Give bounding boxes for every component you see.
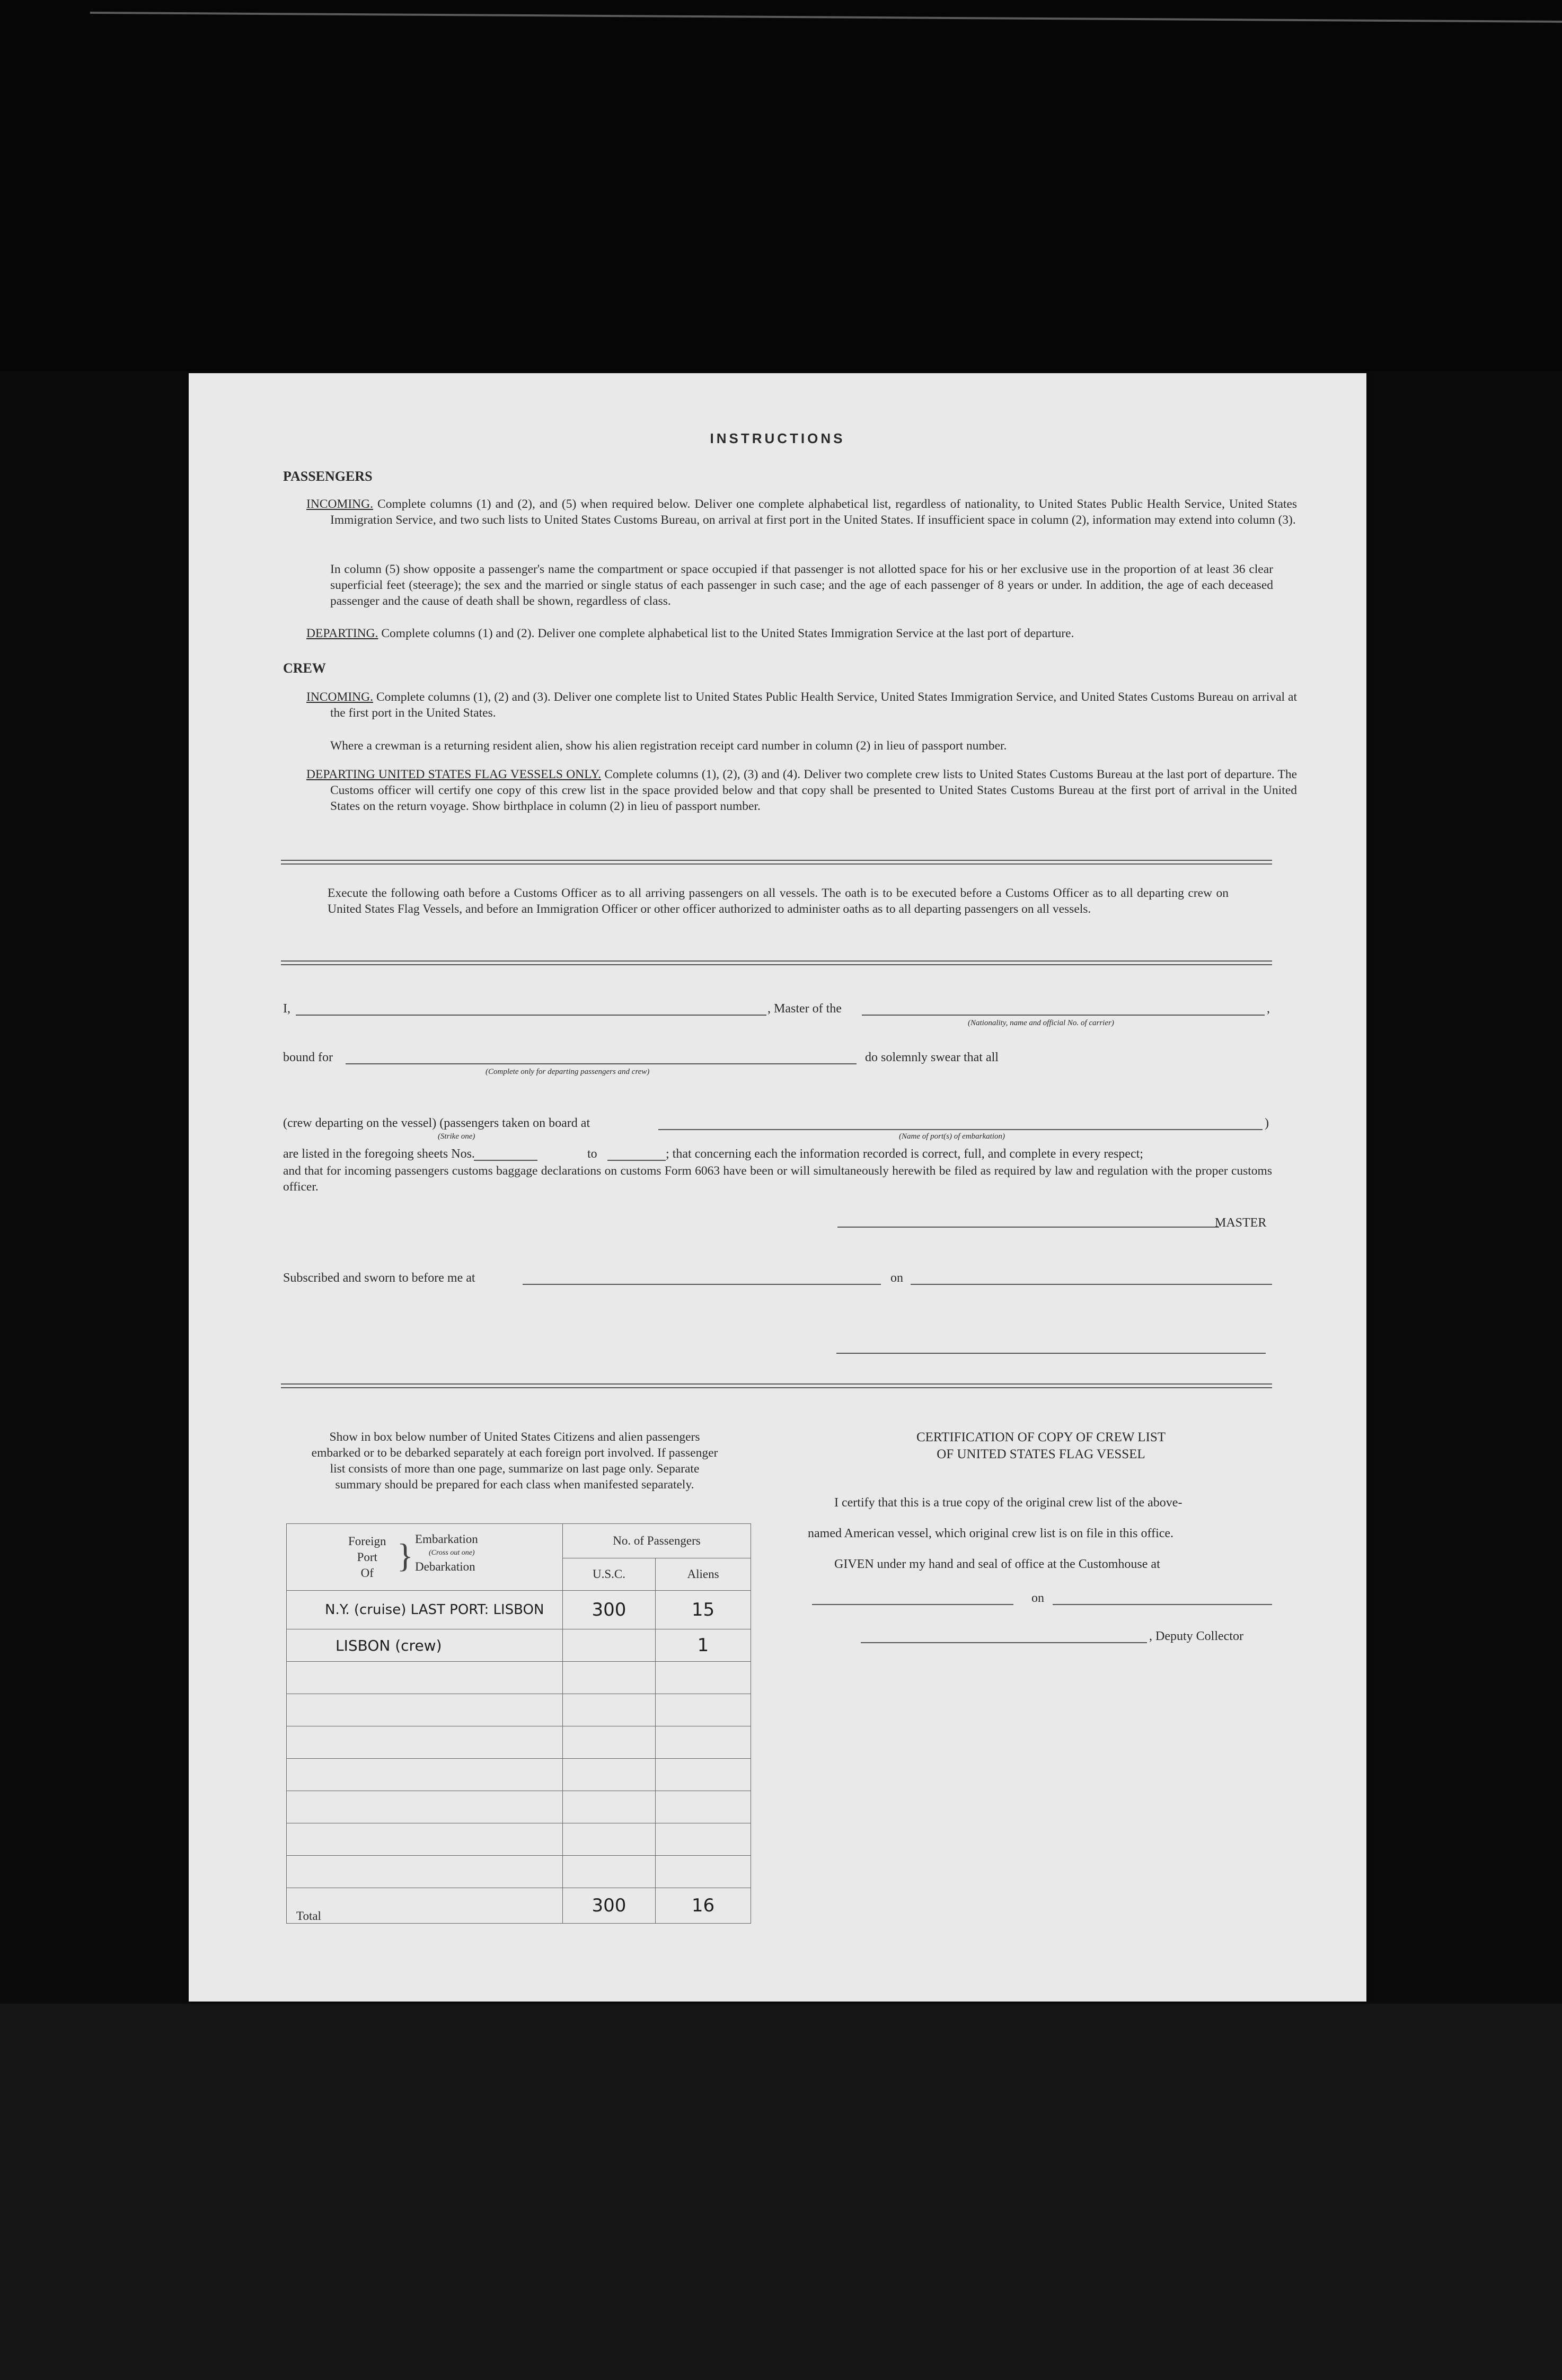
passengers-column5: In column (5) show opposite a passenger's name the compartment or space occupied if that passenger is not allotted space for his or her exclusive use in the proportion of at least 36 clear superficial feet (steerage); the sex and the married or single status of each passenger in such case; and the age of each passenger of 8 years or under. In addition, the age of each deceased passenger and the cause of death shall be shown, regardless of class.: [330, 562, 1273, 608]
empty-row-cell[interactable]: [656, 1856, 751, 1888]
empty-row-cell[interactable]: [287, 1759, 563, 1791]
row-2-usc[interactable]: [563, 1629, 656, 1662]
empty-row-cell[interactable]: [563, 1856, 656, 1888]
port-caption: (Name of port(s) of embarkation): [899, 1132, 1005, 1141]
certify-line3: GIVEN under my hand and seal of office at the Customhouse at: [834, 1557, 1160, 1571]
usc-header: U.S.C.: [563, 1558, 656, 1591]
of-label: Of: [360, 1566, 374, 1580]
oath-to: to: [587, 1147, 597, 1161]
row-2-aliens[interactable]: [656, 1629, 751, 1662]
row-2-port-text: LISBON (crew): [336, 1636, 442, 1654]
certify-date-field[interactable]: [1053, 1604, 1272, 1605]
total-usc[interactable]: [563, 1888, 656, 1924]
crew-departing-text: Complete columns (1), (2), (3) and (4). Deliver two complete crew lists to United States Customs Bureau at the last port of departure. The Customs officer will certify one copy of this crew list in the space provided below and that copy shall be presented to United States Customs Bureau at the first port of arrival in the United States on the return voyage. Show birthplace in column (2) in lieu of passport number.: [330, 768, 1298, 813]
total-label-cell: [287, 1888, 563, 1924]
total-aliens[interactable]: [656, 1888, 751, 1924]
row-1-aliens-text: 15: [691, 1599, 715, 1620]
empty-row-cell[interactable]: [656, 1694, 751, 1726]
port-label: Port: [357, 1550, 377, 1564]
master-label: MASTER: [1215, 1216, 1267, 1230]
cross-out-caption: (Cross out one): [429, 1548, 475, 1557]
passengers-heading: PASSENGERS: [283, 469, 373, 484]
strike-caption: (Strike one): [438, 1132, 475, 1141]
passengers-departing-label: DEPARTING.: [306, 627, 378, 640]
master-signature-field[interactable]: [837, 1227, 1219, 1228]
deputy-collector-label: , Deputy Collector: [1149, 1629, 1243, 1643]
certify-line2: named American vessel, which original crew list is on file in this office.: [808, 1527, 1174, 1540]
total-aliens-text: 16: [691, 1895, 715, 1916]
sworn-place-field[interactable]: [523, 1284, 881, 1285]
row-1-usc[interactable]: [563, 1591, 656, 1629]
section-divider: [281, 1383, 1272, 1388]
complete-caption: (Complete only for departing passengers and crew): [486, 1068, 650, 1076]
empty-row-cell[interactable]: [563, 1662, 656, 1694]
empty-row-cell[interactable]: [563, 1791, 656, 1823]
empty-row-cell[interactable]: [656, 1791, 751, 1823]
empty-row-cell[interactable]: [563, 1759, 656, 1791]
subscribed-on-label: on: [890, 1271, 903, 1285]
master-name-field[interactable]: [296, 1015, 766, 1016]
certify-on-label: on: [1031, 1591, 1044, 1605]
sworn-date-field[interactable]: [911, 1284, 1272, 1285]
row-2-aliens-text: 1: [697, 1635, 709, 1656]
passengers-incoming: [306, 496, 1297, 528]
empty-row-cell[interactable]: [287, 1694, 563, 1726]
page-title: INSTRUCTIONS: [710, 430, 845, 446]
officer-signature-field[interactable]: [836, 1353, 1266, 1354]
nationality-caption: (Nationality, name and official No. of carrier): [968, 1019, 1114, 1027]
total-usc-text: 300: [592, 1895, 626, 1916]
passengers-departing: [306, 625, 1297, 641]
film-margin-top: [0, 0, 1562, 371]
empty-row-cell[interactable]: [656, 1726, 751, 1759]
sheet-from-field[interactable]: [474, 1160, 537, 1161]
sheet-to-field[interactable]: [607, 1160, 666, 1161]
oath-instructions: Execute the following oath before a Customs Officer as to all arriving passengers on all vessels. The oath is to be executed before a Customs Officer as to all departing crew on United States Flag Vessels, and before an Immigration Officer or other officer authorized to administer oaths as to all departing passengers on all vessels.: [328, 886, 1229, 916]
certification-heading-line2: OF UNITED STATES FLAG VESSEL: [937, 1447, 1145, 1461]
empty-row-cell[interactable]: [287, 1823, 563, 1856]
row-1-port[interactable]: [287, 1591, 563, 1629]
summary-instructions: Show in box below number of United States Citizens and alien passengers embarked or to be debarked separately at each foreign port involved. If passenger list consists of more than one page, summarize on last page only. Separate summary should be prepared for each class when manifested separately.: [311, 1430, 718, 1492]
subscribed-label: Subscribed and sworn to before me at: [283, 1271, 475, 1285]
row-2-port[interactable]: [287, 1629, 563, 1662]
crew-incoming-label: INCOMING.: [306, 690, 373, 704]
form-page: [189, 373, 1366, 2002]
oath-swear: do solemnly swear that all: [865, 1051, 999, 1064]
row-1-port-text: N.Y. (cruise) LAST PORT: LISBON: [325, 1602, 544, 1618]
certification-heading: [808, 1429, 1274, 1463]
oath-close-paren: ): [1265, 1116, 1269, 1130]
crew-incoming: [306, 689, 1297, 721]
film-margin-bottom: [0, 2004, 1562, 2380]
oath-crew-departing: (crew departing on the vessel) (passengers taken on board at: [283, 1116, 590, 1130]
oath-concerning: ; that concerning each the information recorded is correct, full, and complete in every respect;: [666, 1147, 1143, 1161]
crew-incoming-text: Complete columns (1), (2) and (3). Deliver one complete list to United States Public Health Service, United States Immigration Service, and United States Customs Bureau on arrival at the first port in the United States.: [330, 690, 1297, 720]
passenger-summary-table: [286, 1523, 751, 1924]
oath-statement: and that for incoming passengers customs baggage declarations on customs Form 6063 have been or will simultaneously herewith be filed as required by law and regulation with the proper customs officer.: [283, 1164, 1272, 1194]
customhouse-field[interactable]: [812, 1604, 1013, 1605]
passengers-incoming-label: INCOMING.: [306, 497, 373, 511]
section-divider: [281, 960, 1272, 965]
empty-row-cell[interactable]: [287, 1791, 563, 1823]
brace: }: [397, 1536, 413, 1574]
crew-departing: [306, 766, 1297, 814]
oath-i-label: I,: [283, 1002, 290, 1016]
section-divider: [281, 860, 1272, 865]
oath-master-of: , Master of the: [767, 1002, 842, 1016]
oath-bound-for: bound for: [283, 1051, 333, 1064]
empty-row-cell[interactable]: [563, 1694, 656, 1726]
debarkation-label: Debarkation: [415, 1559, 475, 1573]
empty-row-cell[interactable]: [656, 1823, 751, 1856]
empty-row-cell[interactable]: [563, 1726, 656, 1759]
oath-comma: ,: [1267, 1002, 1270, 1016]
passengers-departing-text: Complete columns (1) and (2). Deliver one complete alphabetical list to the United States Immigration Service at the last port of departure.: [381, 627, 1074, 640]
row-1-usc-text: 300: [592, 1599, 626, 1620]
embarkation-port-field[interactable]: [658, 1129, 1263, 1130]
empty-row-cell[interactable]: [287, 1856, 563, 1888]
port-header-cell: [287, 1524, 563, 1591]
aliens-header: Aliens: [656, 1558, 751, 1591]
deputy-collector-signature-field[interactable]: [861, 1642, 1147, 1643]
certification-heading-line1: CERTIFICATION OF COPY OF CREW LIST: [916, 1430, 1166, 1444]
crew-heading: CREW: [283, 660, 326, 676]
empty-row-cell[interactable]: [287, 1726, 563, 1759]
oath-listed-in: are listed in the foregoing sheets Nos.: [283, 1147, 475, 1161]
embarkation-label: Embarkation: [415, 1532, 478, 1546]
foreign-label: Foreign: [348, 1534, 386, 1548]
certify-line1: I certify that this is a true copy of the original crew list of the above-: [834, 1496, 1182, 1510]
empty-row-cell[interactable]: [563, 1823, 656, 1856]
empty-row-cell[interactable]: [287, 1662, 563, 1694]
crew-resident-note: Where a crewman is a returning resident alien, show his alien registration receipt card number in column (2) in lieu of passport number.: [330, 739, 1007, 753]
total-label: Total: [296, 1909, 321, 1923]
empty-row-cell[interactable]: [656, 1759, 751, 1791]
crew-departing-label: DEPARTING UNITED STATES FLAG VESSELS ONLY.: [306, 768, 602, 781]
empty-row-cell[interactable]: [656, 1662, 751, 1694]
carrier-field[interactable]: [862, 1015, 1265, 1016]
bound-for-field[interactable]: [346, 1063, 857, 1064]
passengers-incoming-text: Complete columns (1) and (2), and (5) when required below. Deliver one complete alphabetical list, regardless of nationality, to United States Public Health Service, United States Immigration Service, and two such lists to United States Customs Bureau, on arrival at first port in the United States. If insufficient space in column (2), information may extend into column (3).: [330, 497, 1298, 527]
passengers-header: No. of Passengers: [563, 1524, 751, 1558]
row-1-aliens[interactable]: [656, 1591, 751, 1629]
